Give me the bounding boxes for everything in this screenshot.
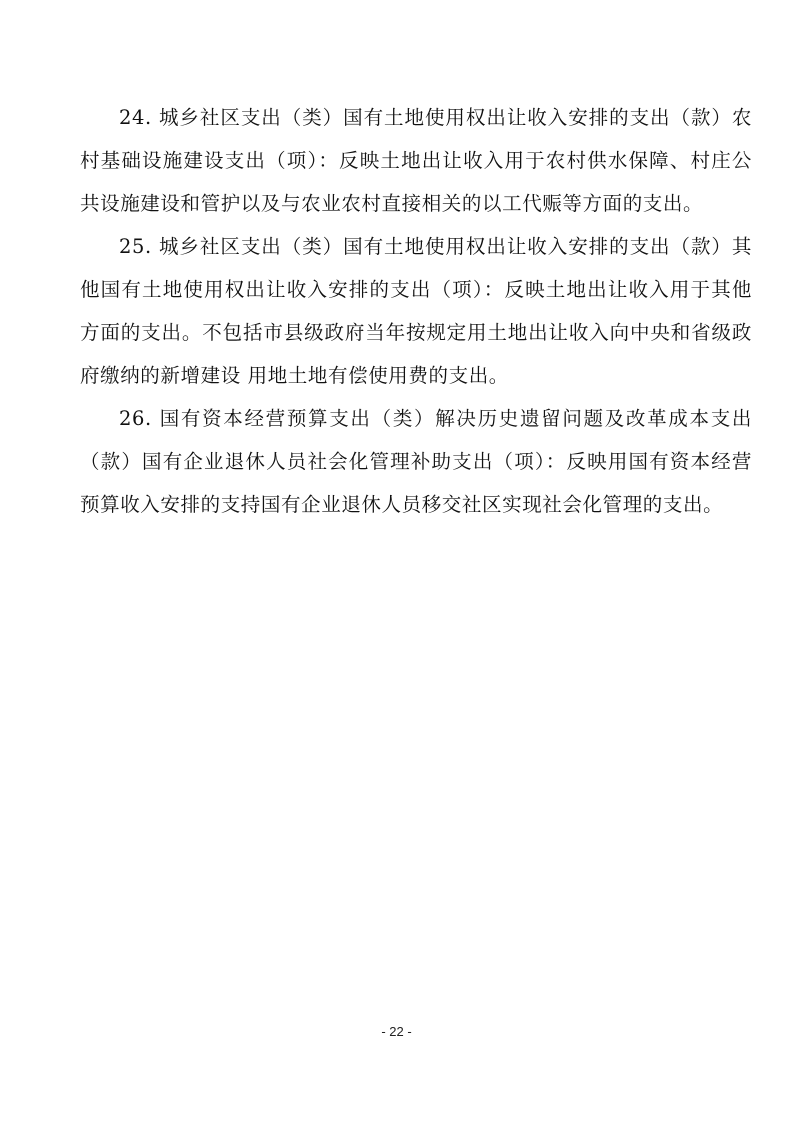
page-number: - 22 - [381,1024,412,1039]
paragraph-item-25: 25. 城乡社区支出（类）国有土地使用权出让收入安排的支出（款）其他国有土地使用权出让收入安排的支出（项）：反映土地出让收入用于其他方面的支出。不包括市县级政府当年按规定用土地出让收入向中央和省级政府缴纳的新增建设 用地土地有偿使用费的支出。 [80,235,752,387]
paragraph-item-26: 26. 国有资本经营预算支出（类）解决历史遗留问题及改革成本支出（款）国有企业退休人员社会化管理补助支出（项）：反映用国有资本经营预算收入安排的支持国有企业退休人员移交社区实现社会化管理的支出。 [80,407,752,516]
document-body [80,96,752,526]
paragraph-item-24: 24. 城乡社区支出（类）国有土地使用权出让收入安排的支出（款）农村基础设施建设支出（项）：反映土地出让收入用于农村供水保障、村庄公共设施建设和管护以及与农业农村直接相关的以工代赈等方面的支出。 [80,106,752,215]
